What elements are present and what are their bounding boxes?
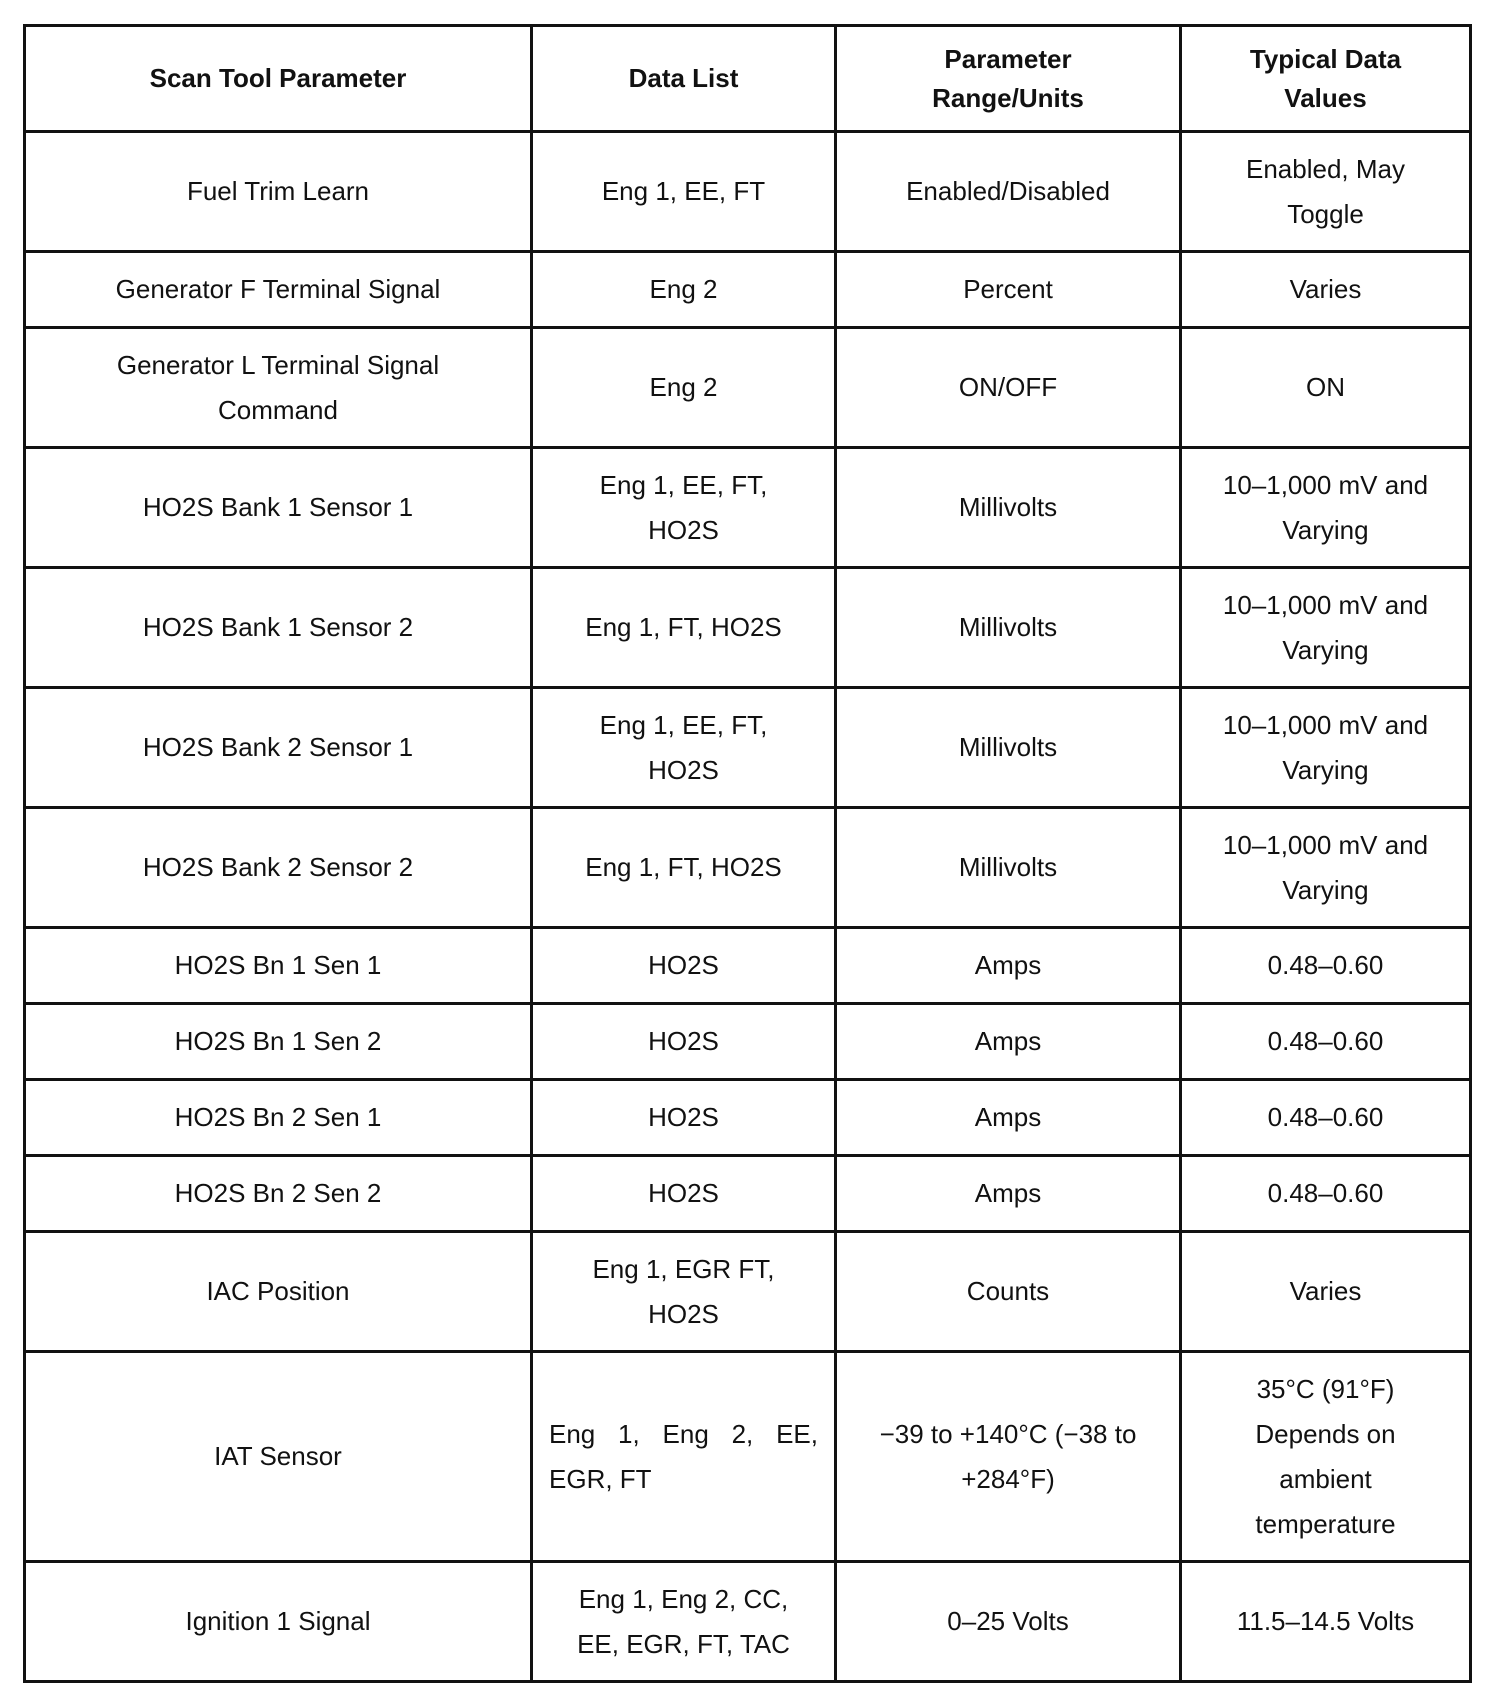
cell-range-units: Millivolts	[836, 448, 1181, 568]
cell-typical-values: 35°C (91°F) Depends on ambient temperature	[1181, 1352, 1471, 1562]
table-row	[25, 1156, 1471, 1232]
cell-range-units: Amps	[836, 1004, 1181, 1080]
cell-data-list: Eng 1, Eng 2, CC, EE, EGR, FT, TAC	[532, 1562, 836, 1682]
cell-data-list: Eng 1, FT, HO2S	[532, 808, 836, 928]
cell-data-list: Eng 1, EGR FT, HO2S	[532, 1232, 836, 1352]
cell-data-list: Eng 2	[532, 252, 836, 328]
table-row	[25, 808, 1471, 928]
cell-typical-values: Varies	[1181, 252, 1471, 328]
cell-range-units: Amps	[836, 928, 1181, 1004]
cell-typical-values: 11.5–14.5 Volts	[1181, 1562, 1471, 1682]
cell-range-units: Millivolts	[836, 568, 1181, 688]
cell-parameter: HO2S Bn 2 Sen 2	[25, 1156, 532, 1232]
table-row	[25, 1080, 1471, 1156]
table-row	[25, 928, 1471, 1004]
cell-parameter: HO2S Bank 1 Sensor 1	[25, 448, 532, 568]
cell-typical-values: 10–1,000 mV and Varying	[1181, 808, 1471, 928]
cell-data-list: Eng 1, EE, FT, HO2S	[532, 688, 836, 808]
table-row	[25, 1232, 1471, 1352]
cell-typical-values: 10–1,000 mV and Varying	[1181, 568, 1471, 688]
cell-data-list: Eng 2	[532, 328, 836, 448]
header-parameter-range-units: Parameter Range/Units	[836, 26, 1181, 132]
cell-range-units: Millivolts	[836, 808, 1181, 928]
cell-parameter: Generator F Terminal Signal	[25, 252, 532, 328]
table-row	[25, 1562, 1471, 1682]
cell-range-units: Amps	[836, 1156, 1181, 1232]
cell-parameter: HO2S Bn 1 Sen 1	[25, 928, 532, 1004]
cell-data-list: Eng 1, EE, FT, HO2S	[532, 448, 836, 568]
cell-range-units: Percent	[836, 252, 1181, 328]
table-row	[25, 132, 1471, 252]
cell-parameter: Generator L Terminal Signal Command	[25, 328, 532, 448]
cell-data-list: HO2S	[532, 1156, 836, 1232]
cell-data-list: HO2S	[532, 928, 836, 1004]
cell-parameter: Fuel Trim Learn	[25, 132, 532, 252]
cell-range-units: Millivolts	[836, 688, 1181, 808]
cell-range-units: ON/OFF	[836, 328, 1181, 448]
table-row	[25, 568, 1471, 688]
cell-typical-values: 0.48–0.60	[1181, 1080, 1471, 1156]
cell-parameter: HO2S Bank 2 Sensor 1	[25, 688, 532, 808]
cell-parameter: Ignition 1 Signal	[25, 1562, 532, 1682]
table-row	[25, 688, 1471, 808]
cell-typical-values: ON	[1181, 328, 1471, 448]
cell-parameter: HO2S Bn 2 Sen 1	[25, 1080, 532, 1156]
scan-tool-data-table	[23, 24, 1472, 1683]
table-row	[25, 448, 1471, 568]
header-scan-tool-parameter: Scan Tool Parameter	[25, 26, 532, 132]
table-row	[25, 1004, 1471, 1080]
cell-data-list: Eng 1, FT, HO2S	[532, 568, 836, 688]
cell-range-units: −39 to +140°C (−38 to +284°F)	[836, 1352, 1181, 1562]
cell-typical-values: 0.48–0.60	[1181, 1156, 1471, 1232]
cell-data-list: HO2S	[532, 1080, 836, 1156]
header-data-list: Data List	[532, 26, 836, 132]
cell-typical-values: Varies	[1181, 1232, 1471, 1352]
table-row	[25, 1352, 1471, 1562]
table-row	[25, 328, 1471, 448]
cell-typical-values: Enabled, May Toggle	[1181, 132, 1471, 252]
cell-data-list: Eng 1, EE, FT	[532, 132, 836, 252]
cell-typical-values: 0.48–0.60	[1181, 928, 1471, 1004]
header-typical-data-values: Typical Data Values	[1181, 26, 1471, 132]
table-row	[25, 252, 1471, 328]
cell-range-units: 0–25 Volts	[836, 1562, 1181, 1682]
cell-data-list: Eng 1, Eng 2, EE, EGR, FT	[532, 1352, 836, 1562]
cell-data-list: HO2S	[532, 1004, 836, 1080]
cell-range-units: Counts	[836, 1232, 1181, 1352]
cell-typical-values: 0.48–0.60	[1181, 1004, 1471, 1080]
cell-range-units: Amps	[836, 1080, 1181, 1156]
header-row	[25, 26, 1471, 132]
cell-parameter: IAT Sensor	[25, 1352, 532, 1562]
cell-parameter: IAC Position	[25, 1232, 532, 1352]
cell-parameter: HO2S Bank 2 Sensor 2	[25, 808, 532, 928]
cell-parameter: HO2S Bank 1 Sensor 2	[25, 568, 532, 688]
cell-parameter: HO2S Bn 1 Sen 2	[25, 1004, 532, 1080]
cell-range-units: Enabled/Disabled	[836, 132, 1181, 252]
cell-typical-values: 10–1,000 mV and Varying	[1181, 448, 1471, 568]
cell-typical-values: 10–1,000 mV and Varying	[1181, 688, 1471, 808]
